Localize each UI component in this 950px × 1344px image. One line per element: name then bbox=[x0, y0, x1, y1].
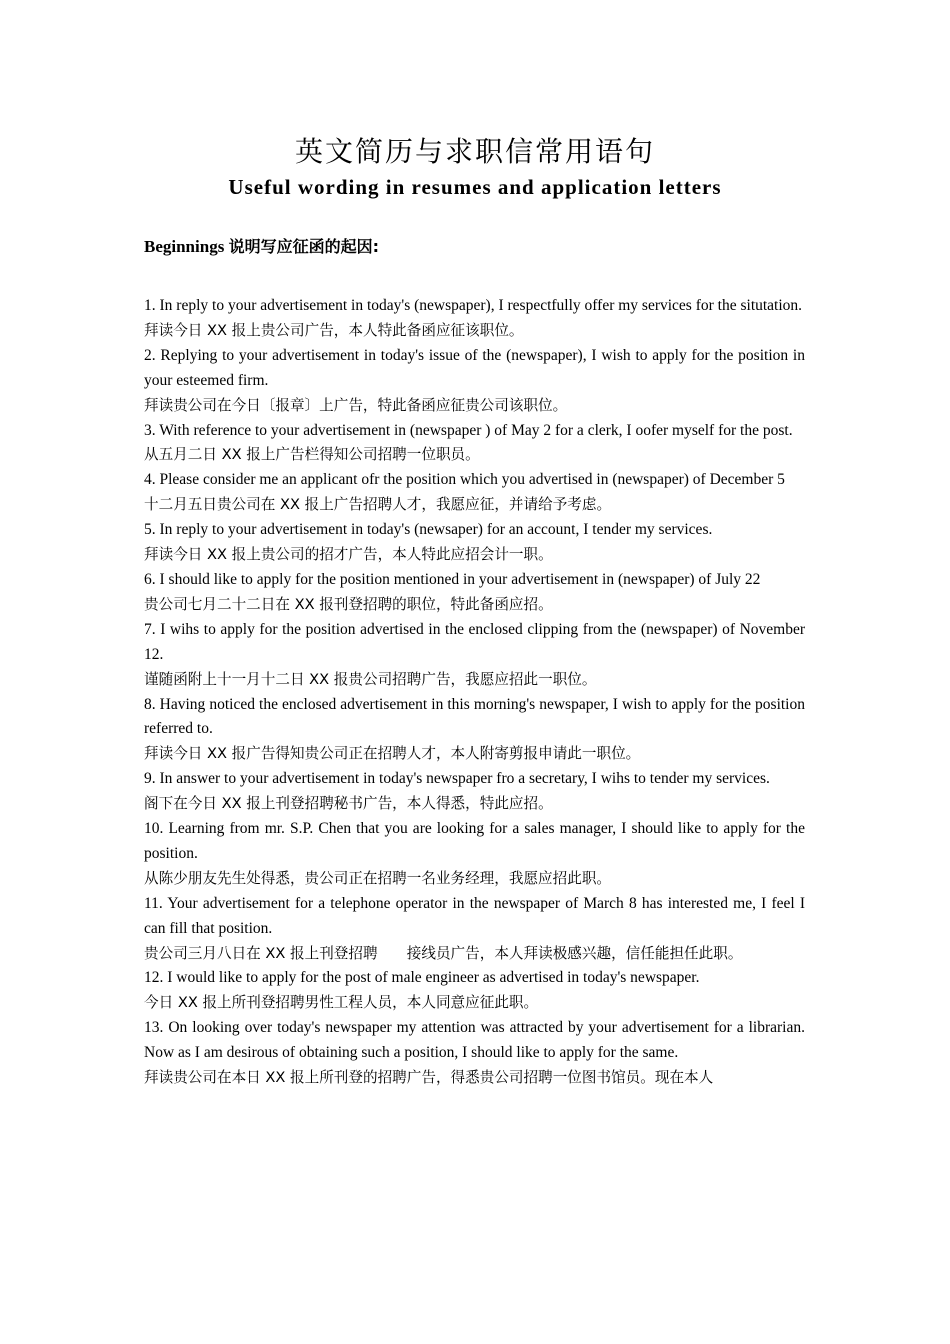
phrase-chinese: 拜读贵公司在今日〔报章〕上广告，特此备函应征贵公司该职位。 bbox=[144, 396, 568, 414]
phrase-english: 3. With reference to your advertisement in (newspaper ) of May 2 for a clerk, I oofer myself for the post. bbox=[144, 421, 793, 439]
phrase-english: 9. In answer to your advertisement in today's newspaper fro a secretary, I wihs to tender my services. bbox=[144, 770, 770, 788]
phrase-chinese: 拜读今日 XX 报上贵公司广告，本人特此备函应征该职位。 bbox=[144, 321, 524, 339]
phrase-chinese: 拜读今日 XX 报上贵公司的招才广告，本人特此应招会计一职。 bbox=[144, 546, 553, 564]
phrase-english: 11. Your advertisement for a telephone operator in the newspaper of March 8 has interested me, I feel I can fill that position. bbox=[144, 894, 805, 937]
phrase-english: 5. In reply to your advertisement in today's (newsaper) for an account, I tender my services. bbox=[144, 521, 713, 539]
page-title-chinese: 英文简历与求职信常用语句 bbox=[294, 135, 655, 168]
phrase-item bbox=[144, 468, 805, 518]
section-heading-chinese: 说明写应征函的起因: bbox=[228, 237, 379, 256]
phrase-chinese: 拜读贵公司在本日 XX 报上所刊登的招聘广告，得悉贵公司招聘一位图书馆员。现在本人 bbox=[144, 1069, 714, 1087]
phrase-chinese: 谨随函附上十一月十二日 XX 报贵公司招聘广告，我愿应招此一职位。 bbox=[144, 670, 597, 688]
phrase-item bbox=[144, 419, 805, 469]
phrase-english: 13. On looking over today's newspaper my attention was attracted by your advertisement for a librarian. Now as I am desirous of obtaining such a position, I should like to apply for the same. bbox=[144, 1019, 805, 1062]
phrase-chinese: 今日 XX 报上所刊登招聘男性工程人员，本人同意应征此职。 bbox=[144, 994, 539, 1012]
phrase-item bbox=[144, 693, 805, 768]
phrase-item bbox=[144, 344, 805, 419]
phrase-chinese: 从五月二日 XX 报上广告栏得知公司招聘一位职员。 bbox=[144, 446, 480, 464]
phrase-item bbox=[144, 294, 805, 344]
phrase-item bbox=[144, 568, 805, 618]
phrase-item bbox=[144, 1016, 805, 1091]
phrase-english: 6. I should like to apply for the position mentioned in your advertisement in (newspaper) of July 22 bbox=[144, 570, 761, 588]
phrase-item bbox=[144, 817, 805, 892]
section-heading bbox=[144, 234, 814, 260]
phrase-chinese: 贵公司七月二十二日在 XX 报刊登招聘的职位，特此备函应招。 bbox=[144, 595, 553, 613]
phrase-item bbox=[144, 618, 805, 693]
phrase-item bbox=[144, 892, 805, 967]
phrase-chinese: 阁下在今日 XX 报上刊登招聘秘书广告，本人得悉，特此应招。 bbox=[144, 795, 553, 813]
phrase-english: 10. Learning from mr. S.P. Chen that you are looking for a sales manager, I should like to apply for the position. bbox=[144, 820, 805, 862]
page-title-english: Useful wording in resumes and application letters bbox=[228, 175, 722, 199]
phrase-chinese: 贵公司三月八日在 XX 报上刊登招聘 接线员广告，本人拜读极感兴趣，信任能担任此职。 bbox=[144, 944, 743, 962]
phrase-english: 1. In reply to your advertisement in today's (newspaper), I respectfully offer my services for the situtation. bbox=[144, 297, 803, 314]
phrase-list bbox=[144, 294, 805, 1091]
phrase-item bbox=[144, 518, 805, 568]
phrase-chinese: 从陈少朋友先生处得悉，贵公司正在招聘一名业务经理，我愿应招此职。 bbox=[144, 869, 612, 887]
phrase-chinese: 十二月五日贵公司在 XX 报上广告招聘人才，我愿应征，并请给予考虑。 bbox=[144, 496, 612, 514]
phrase-english: 12. I would like to apply for the post of male engineer as advertised in today's newspaper. bbox=[144, 969, 700, 987]
phrase-item bbox=[144, 767, 805, 817]
section-heading-english: Beginnings bbox=[144, 237, 225, 256]
phrase-item bbox=[144, 966, 805, 1016]
phrase-english: 4. Please consider me an applicant ofr the position which you advertised in (newspaper) of December 5 bbox=[144, 471, 785, 489]
phrase-english: 7. I wihs to apply for the position advertised in the enclosed clipping from the (newspaper) of November 12. bbox=[144, 620, 805, 663]
phrase-english: 8. Having noticed the enclosed advertisement in this morning's newspaper, I wish to apply for the position referred to. bbox=[144, 695, 805, 738]
phrase-english: 2. Replying to your advertisement in today's issue of the (newspaper), I wish to apply for the position in your esteemed firm. bbox=[144, 346, 805, 389]
phrase-chinese: 拜读今日 XX 报广告得知贵公司正在招聘人才，本人附寄剪报申请此一职位。 bbox=[144, 745, 641, 763]
